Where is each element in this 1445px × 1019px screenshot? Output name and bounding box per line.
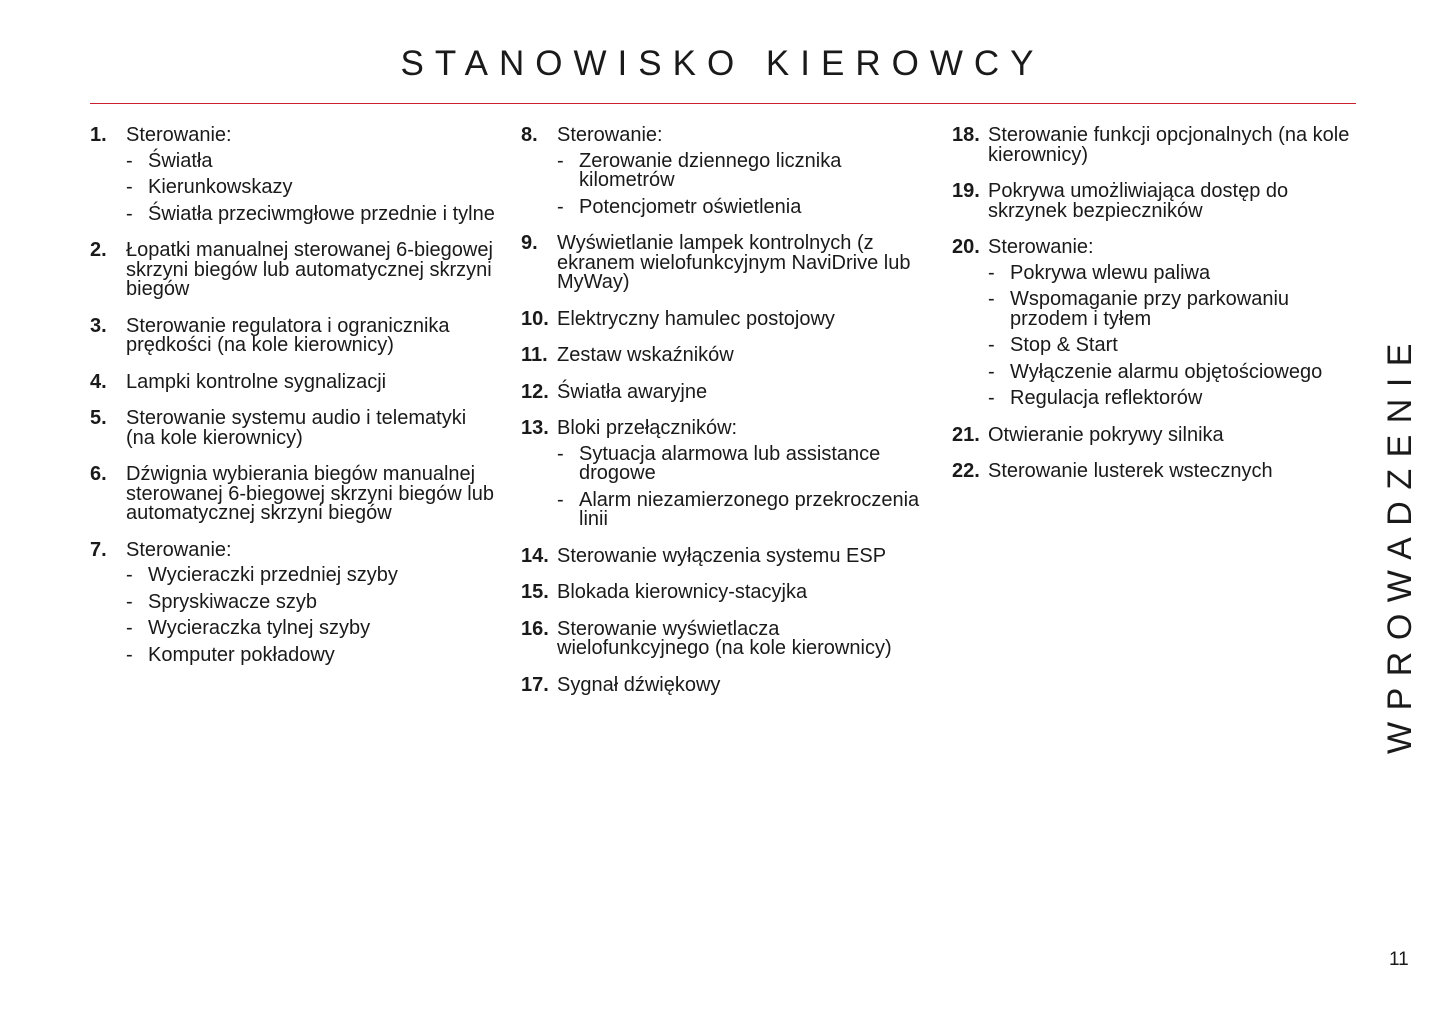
- item-text: Sterowanie wyświetlacza wielofunkcyjnego (na kole kierownicy): [557, 617, 892, 659]
- sub-item: [126, 178, 495, 198]
- item-number: 15.: [521, 581, 549, 603]
- dash-bullet: -: [126, 564, 133, 586]
- legend-item: [521, 126, 926, 217]
- item-number: 17.: [521, 673, 549, 696]
- page-number: 11: [1389, 949, 1409, 970]
- sub-item: [557, 488, 926, 530]
- sub-item-text: Stop & Start: [1010, 334, 1118, 356]
- sub-item: [126, 149, 495, 172]
- legend-item: [521, 307, 926, 330]
- legend-item: [521, 544, 926, 567]
- legend-item: [90, 409, 495, 448]
- item-number: 18.: [952, 124, 980, 146]
- dash-bullet: -: [557, 442, 564, 465]
- item-text: Wyświetlanie lampek kontrolnych (z ekranem wielofunkcyjnym NaviDrive lub MyWay): [557, 232, 911, 293]
- item-number: 19.: [952, 180, 980, 202]
- item-text: Sterowanie wyłączenia systemu ESP: [557, 544, 887, 567]
- legend-item: [90, 538, 495, 666]
- section-tab-label: WPROWADZENIE: [1381, 332, 1419, 754]
- column-3: [952, 126, 1357, 499]
- sub-item: [988, 261, 1357, 284]
- sub-item: [557, 442, 926, 484]
- dash-bullet: -: [988, 288, 995, 310]
- legend-item: [952, 238, 1357, 409]
- item-number: 9.: [521, 232, 538, 254]
- item-number: 8.: [521, 124, 538, 146]
- sub-list: [557, 442, 926, 530]
- legend-item: [90, 126, 495, 224]
- page-title: STANOWISKO KIEROWCY: [400, 44, 1045, 83]
- legend-item: [521, 583, 926, 603]
- item-text: Blokada kierownicy-stacyjka: [557, 581, 808, 603]
- legend-item: [521, 673, 926, 696]
- item-text: Sterowanie regulatora i ogranicznika prędkości (na kole kierownicy): [126, 314, 450, 356]
- item-number: 11.: [521, 344, 548, 366]
- dash-bullet: -: [126, 590, 133, 613]
- sub-list: [988, 261, 1357, 409]
- sub-item: [988, 360, 1357, 383]
- item-number: 1.: [90, 124, 107, 146]
- legend-item: [952, 462, 1357, 482]
- column-1: [90, 126, 495, 682]
- sub-item: [557, 149, 926, 191]
- sub-item-text: Światła przeciwmgłowe przednie i tylne: [148, 202, 495, 225]
- sub-item-text: Alarm niezamierzonego przekroczenia linii: [579, 488, 920, 530]
- dash-bullet: -: [557, 195, 564, 218]
- sub-item: [126, 619, 495, 639]
- item-text: Sterowanie:: [126, 538, 232, 561]
- dash-bullet: -: [557, 488, 564, 511]
- sub-list: [126, 566, 495, 665]
- item-text: Sterowanie lusterek wstecznych: [988, 460, 1273, 482]
- item-text: Zestaw wskaźników: [557, 344, 734, 366]
- sub-item-text: Regulacja reflektorów: [1010, 387, 1203, 409]
- sub-item: [126, 643, 495, 666]
- dash-bullet: -: [126, 643, 133, 666]
- item-text: Sterowanie:: [557, 124, 663, 146]
- sub-item: [126, 590, 495, 613]
- sub-item: [988, 336, 1357, 356]
- sub-item: [126, 202, 495, 225]
- item-number: 21.: [952, 423, 980, 446]
- item-number: 22.: [952, 460, 980, 482]
- sub-item-text: Zerowanie dziennego licznika kilometrów: [579, 149, 842, 191]
- sub-item-text: Pokrywa wlewu paliwa: [1010, 261, 1211, 284]
- legend-item: [521, 346, 926, 366]
- legend-item: [521, 234, 926, 293]
- item-text: Łopatki manualnej sterowanej 6-biegowej skrzyni biegów lub automatycznej skrzyni biegów: [126, 239, 493, 300]
- item-text: Sterowanie systemu audio i telematyki (na kole kierownicy): [126, 407, 467, 449]
- dash-bullet: -: [126, 149, 133, 172]
- title-divider: [90, 103, 1356, 104]
- legend-item: [521, 617, 926, 659]
- legend-item: [521, 380, 926, 403]
- sub-item-text: Komputer pokładowy: [148, 643, 335, 666]
- sub-item-text: Wspomaganie przy parkowaniu przodem i tyłem: [1010, 288, 1290, 330]
- item-number: 13.: [521, 417, 549, 439]
- sub-list: [126, 149, 495, 225]
- item-text: Sygnał dźwiękowy: [557, 673, 721, 696]
- sub-item-text: Wyłączenie alarmu objętościowego: [1010, 360, 1323, 383]
- item-number: 16.: [521, 617, 549, 640]
- dash-bullet: -: [126, 176, 133, 198]
- item-text: Dźwignia wybierania biegów manualnej sterowanej 6-biegowej skrzyni biegów lub automatycznej skrzyni biegów: [126, 463, 494, 524]
- sub-item: [988, 389, 1357, 409]
- item-text: Sterowanie:: [988, 236, 1094, 258]
- sub-item: [988, 290, 1357, 329]
- item-number: 7.: [90, 538, 107, 561]
- sub-list: [557, 149, 926, 218]
- dash-bullet: -: [557, 149, 564, 172]
- legend-item: [952, 126, 1357, 165]
- column-2: [521, 126, 926, 712]
- item-text: Sterowanie:: [126, 124, 232, 146]
- item-text: Bloki przełączników:: [557, 417, 738, 439]
- dash-bullet: -: [126, 202, 133, 225]
- legend-item: [90, 314, 495, 356]
- legend-item: [952, 423, 1357, 446]
- item-text: Sterowanie funkcji opcjonalnych (na kole kierownicy): [988, 124, 1350, 166]
- item-number: 14.: [521, 544, 549, 567]
- item-number: 4.: [90, 370, 107, 393]
- legend-item: [90, 465, 495, 524]
- item-number: 12.: [521, 380, 549, 403]
- sub-item-text: Światła: [148, 149, 213, 172]
- item-number: 6.: [90, 463, 107, 485]
- dash-bullet: -: [988, 387, 995, 409]
- legend-item: [952, 182, 1357, 221]
- sub-item: [126, 566, 495, 586]
- item-number: 3.: [90, 314, 107, 337]
- item-number: 5.: [90, 407, 107, 429]
- dash-bullet: -: [988, 334, 995, 356]
- dash-bullet: -: [126, 617, 133, 639]
- item-number: 20.: [952, 236, 980, 258]
- sub-item-text: Kierunkowskazy: [148, 176, 293, 198]
- sub-item-text: Wycieraczka tylnej szyby: [148, 617, 371, 639]
- sub-item-text: Sytuacja alarmowa lub assistance drogowe: [579, 442, 881, 484]
- legend-item: [90, 370, 495, 393]
- item-text: Światła awaryjne: [557, 380, 708, 403]
- dash-bullet: -: [988, 261, 995, 284]
- sub-item-text: Potencjometr oświetlenia: [579, 195, 802, 218]
- sub-item: [557, 195, 926, 218]
- dash-bullet: -: [988, 360, 995, 383]
- item-number: 2.: [90, 239, 107, 261]
- sub-item-text: Spryskiwacze szyb: [148, 590, 317, 613]
- item-text: Pokrywa umożliwiająca dostęp do skrzynek bezpieczników: [988, 180, 1289, 222]
- legend-item: [90, 241, 495, 300]
- item-text: Elektryczny hamulec postojowy: [557, 307, 835, 330]
- legend-item: [521, 419, 926, 530]
- sub-item-text: Wycieraczki przedniej szyby: [148, 564, 398, 586]
- item-text: Otwieranie pokrywy silnika: [988, 423, 1224, 446]
- item-text: Lampki kontrolne sygnalizacji: [126, 370, 387, 393]
- item-number: 10.: [521, 307, 549, 330]
